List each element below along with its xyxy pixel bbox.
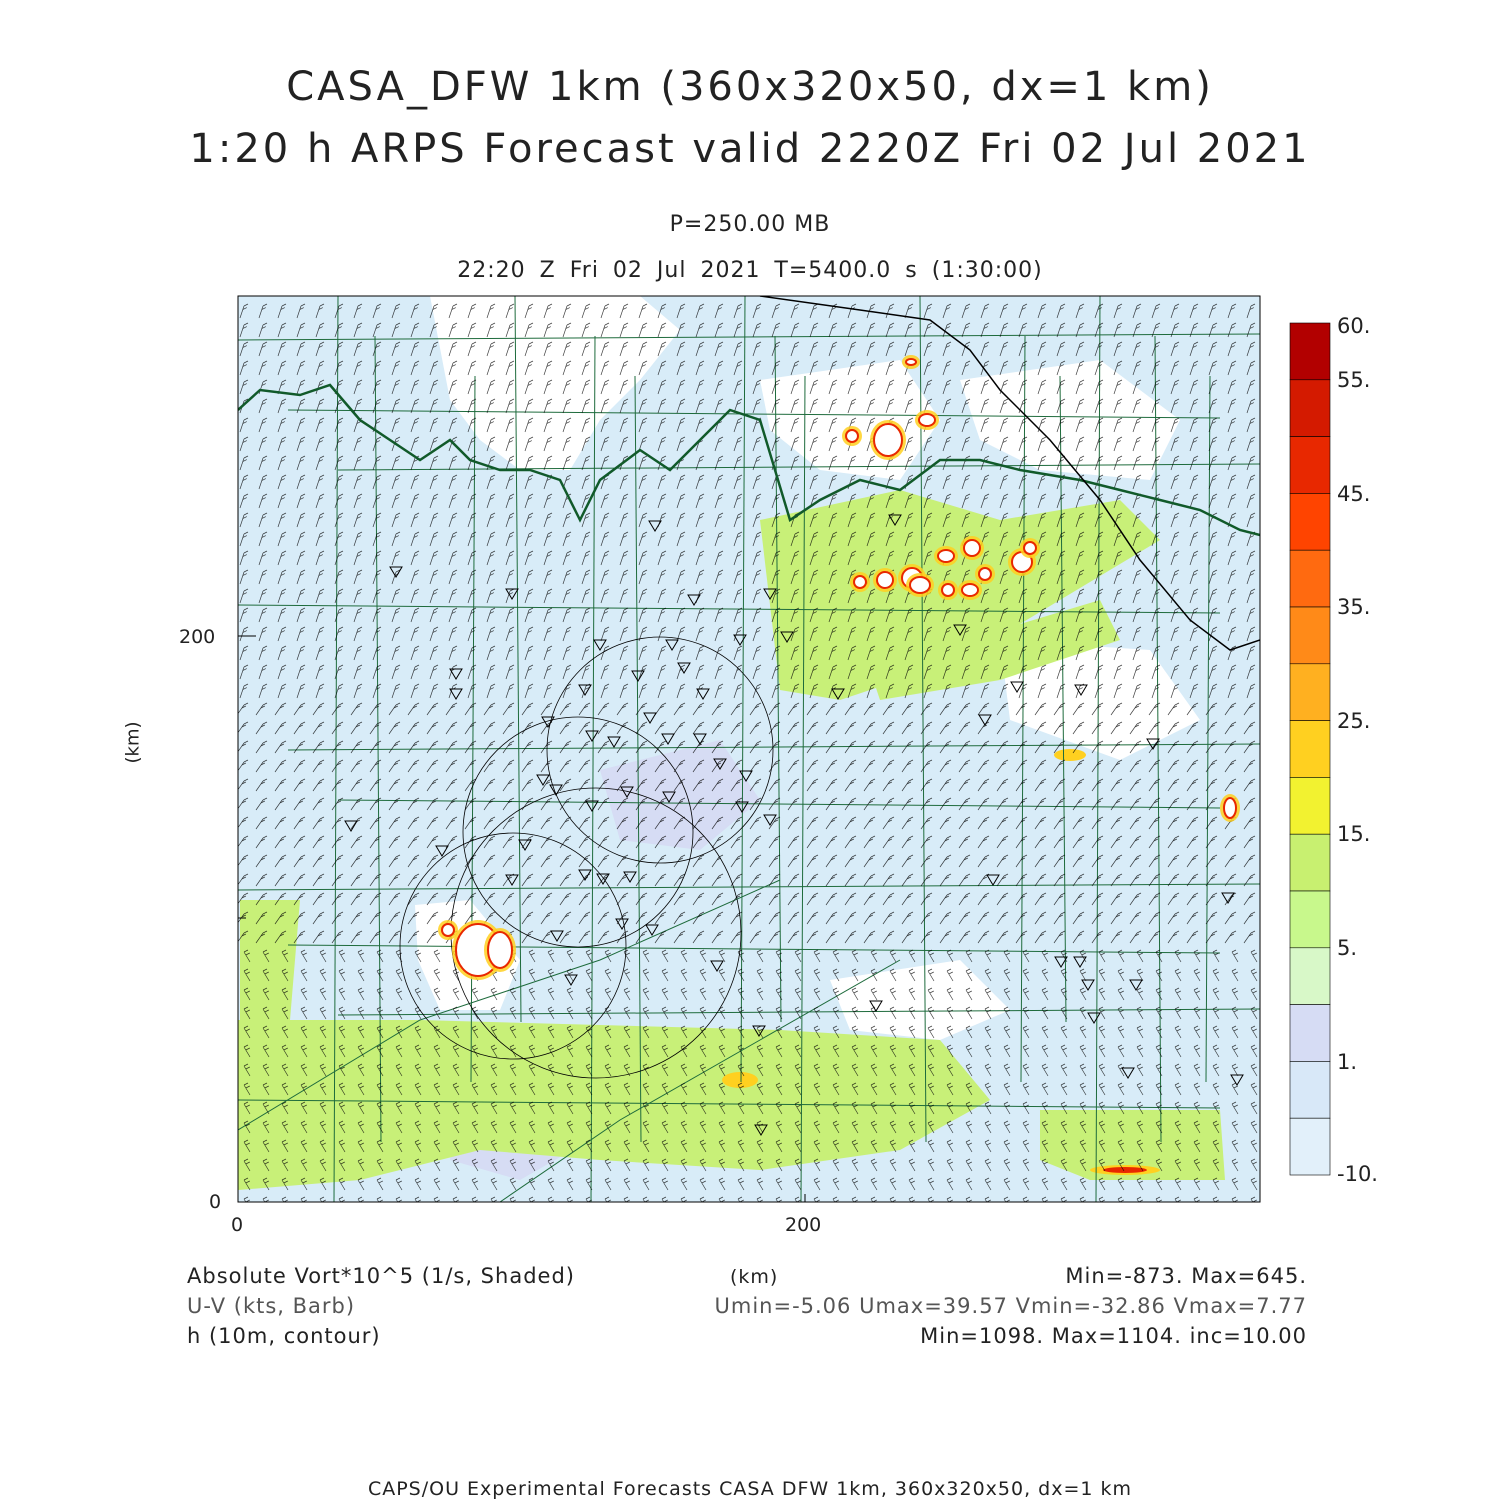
colorbar-label-minus10: -10. xyxy=(1337,1162,1378,1186)
storm-cell xyxy=(874,424,902,456)
storm-cell xyxy=(1224,798,1236,818)
colorbar-label-1: 1. xyxy=(1337,1050,1358,1074)
x-tick-0: 0 xyxy=(231,1214,244,1236)
y-tick-200: 200 xyxy=(179,626,216,648)
chart-title-line1: CASA_DFW 1km (360x320x50, dx=1 km) xyxy=(286,64,1214,110)
legend-stats-wind: Umin=-5.06 Umax=39.57 Vmin=-32.86 Vmax=7.77 xyxy=(714,1294,1307,1318)
x-axis-label: (km) xyxy=(730,1266,779,1288)
colorbar-swatch xyxy=(1290,380,1330,437)
storm-cell xyxy=(962,584,978,596)
colorbar-swatch xyxy=(1290,834,1330,891)
pressure-level-label: P=250.00 MB xyxy=(669,212,831,237)
colorbar-label-5: 5. xyxy=(1337,936,1358,960)
storm-cell xyxy=(964,540,980,556)
colorbar-swatch xyxy=(1290,607,1330,664)
colorbar-swatch xyxy=(1290,1061,1330,1118)
storm-cell xyxy=(877,572,893,588)
chart-title-line2: 1:20 h ARPS Forecast valid 2220Z Fri 02 Jul 2021 xyxy=(189,126,1311,172)
colorbar-label-55: 55. xyxy=(1337,368,1371,392)
colorbar xyxy=(1290,323,1330,1175)
legend-field-vorticity: Absolute Vort*10^5 (1/s, Shaded) xyxy=(187,1264,575,1288)
legend-stats-vorticity: Min=-873. Max=645. xyxy=(1065,1264,1307,1288)
storm-cell xyxy=(910,577,930,593)
x-tick-200: 200 xyxy=(785,1214,822,1236)
y-tick-0: 0 xyxy=(209,1191,222,1213)
colorbar-swatch xyxy=(1290,891,1330,948)
hot-spot-mid xyxy=(1054,749,1086,761)
colorbar-label-60: 60. xyxy=(1337,314,1371,338)
colorbar-swatch xyxy=(1290,664,1330,721)
storm-cell xyxy=(942,584,954,596)
legend-stats-height: Min=1098. Max=1104. inc=10.00 xyxy=(920,1324,1307,1348)
storm-cell xyxy=(1024,542,1036,554)
storm-cell xyxy=(906,359,916,365)
valid-time-label: 22:20 Z Fri 02 Jul 2021 T=5400.0 s (1:30:00) xyxy=(457,258,1043,283)
colorbar-swatch xyxy=(1290,948,1330,1005)
colorbar-swatch xyxy=(1290,550,1330,607)
colorbar-swatch xyxy=(1290,437,1330,494)
colorbar-label-15: 15. xyxy=(1337,822,1371,846)
hot-spot-south xyxy=(722,1072,758,1088)
colorbar-swatch xyxy=(1290,721,1330,778)
footer-credit: CAPS/OU Experimental Forecasts CASA DFW 1km, 360x320x50, dx=1 km xyxy=(367,1478,1133,1500)
storm-cell xyxy=(919,414,935,426)
colorbar-label-35: 35. xyxy=(1337,595,1371,619)
colorbar-swatch xyxy=(1290,777,1330,834)
colorbar-swatch xyxy=(1290,1005,1330,1062)
storm-cell xyxy=(846,430,858,442)
colorbar-swatch xyxy=(1290,1118,1330,1175)
colorbar-swatch xyxy=(1290,323,1330,380)
colorbar-label-45: 45. xyxy=(1337,482,1371,506)
storm-cell xyxy=(854,576,866,588)
storm-cell xyxy=(488,932,512,968)
legend-field-height: h (10m, contour) xyxy=(187,1324,381,1348)
colorbar-label-25: 25. xyxy=(1337,709,1371,733)
hot-spot-core xyxy=(1103,1167,1147,1173)
storm-cell xyxy=(938,550,954,562)
storm-cell xyxy=(979,568,991,580)
y-axis-label: (km) xyxy=(122,721,144,764)
colorbar-swatch xyxy=(1290,493,1330,550)
storm-cell xyxy=(442,924,454,936)
legend-field-wind: U-V (kts, Barb) xyxy=(187,1294,356,1318)
